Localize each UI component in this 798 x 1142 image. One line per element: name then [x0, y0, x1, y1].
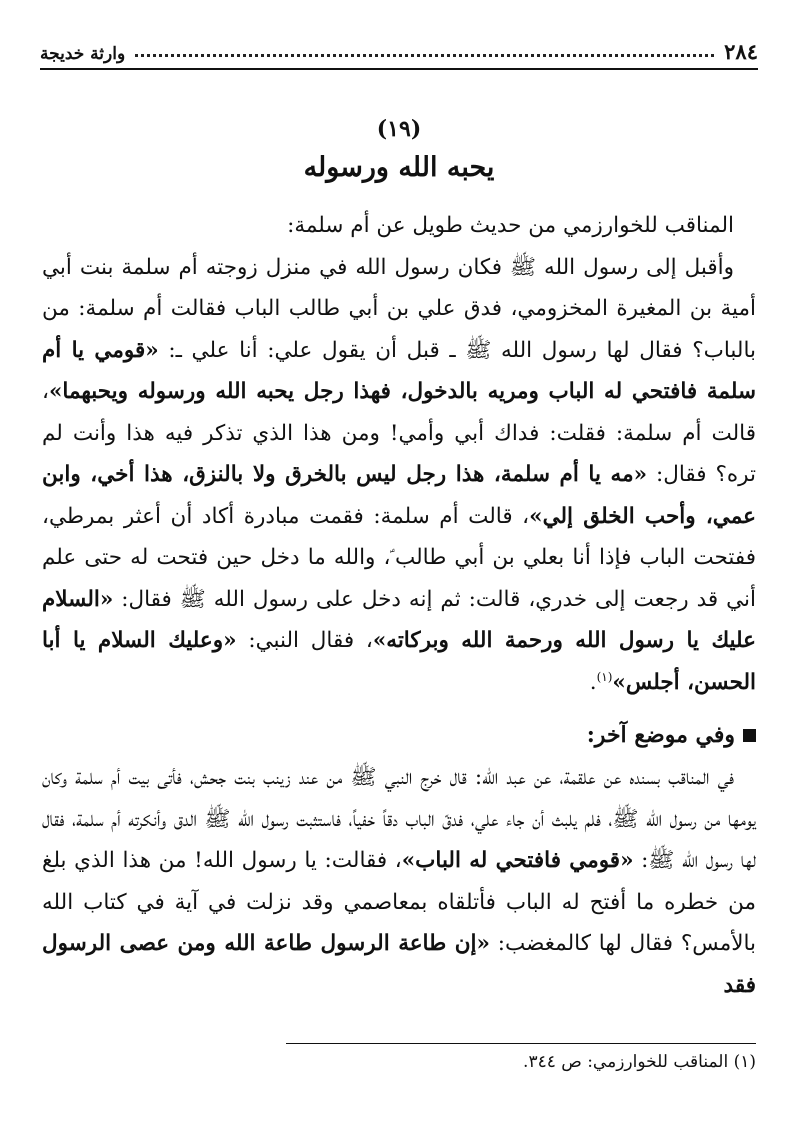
section-number: (١٩) — [376, 116, 422, 142]
paragraph-intro: المناقب للخوارزمي من حديث طويل عن أم سلمة: — [287, 213, 734, 238]
body-text — [42, 205, 756, 1006]
footnote-rule — [286, 1043, 756, 1044]
quote-bold: «مه يا أم سلمة، هذا رجل ليس بالخرق ولا بالنزق، هذا أخي، وابن عمي، وأحب الخلق إلي» — [42, 462, 756, 529]
quote-bold: «وعليك السلام يا أبا الحسن، أجلس» — [42, 628, 756, 695]
subheading — [42, 713, 756, 757]
header-dot-leader — [135, 54, 714, 57]
page-header — [40, 30, 758, 64]
text-run: ، قالت أم سلمة: فقمت مبادرة أكاد أن أعثر بمرطي، ففتحت الباب فإذا أنا بعلي بن أبي طالب ؑ، والله ما دخل حين فتحت له حتى علم أني قد رجعت إلى خدري، قالت: ثم إنه دخل على رسول الله ﷺ فقال: — [42, 503, 756, 612]
page-number: ٢٨٤ — [724, 39, 758, 64]
text-run: في المناقب بسنده عن علقمة، عن عبد الله: قال خرج النبي ﷺ من عند زينب بنت جحش، فأتى بيت أم سلمة وكان يومها من رسول الله ﷺ، فلم يلبث أن جاء علي، فدقّ الباب دقاً خفياً، فاستثبت رسول الله ﷺ الدق وأنكرته أم سلمة، فقال لها رسول الله ﷺ: — [42, 765, 756, 873]
square-bullet-icon — [743, 729, 756, 742]
paragraph-narration — [42, 247, 756, 704]
section-title: يحبه الله ورسوله — [303, 152, 495, 183]
quote-bold: «إن طاعة الرسول طاعة الله ومن عصى الرسول فقد — [42, 931, 756, 998]
footnote-reference: (١) — [596, 669, 613, 684]
footnote: (١) المناقب للخوارزمي: ص ٣٤٤. — [523, 1052, 756, 1072]
running-title: وارثة خديجة — [40, 44, 126, 64]
text-run: ، قالت أم سلمة: فقلت: فداك أبي وأمي! ومن هذا الذي تذكر فيه هذا وأنت لم تره؟ فقال: — [42, 379, 756, 487]
subheading-text: وفي موضع آخر: — [586, 722, 735, 748]
text-run: وأقبل إلى رسول الله ﷺ فكان رسول الله في منزل زوجته أم سلمة بنت أبي أمية بن المغيرة المخزومي، فدق علي بن أبي طالب الباب فقالت أم سلمة: من بالباب؟ فقال لها رسول الله ﷺ ـ قبل أن يقول علي: أنا علي ـ: — [42, 254, 756, 363]
quote-bold: «قومي يا أم سلمة فافتحي له الباب ومريه بالدخول، فهذا رجل يحبه الله ورسوله ويحبهما» — [42, 337, 756, 404]
quote-bold: «قومي فافتحي له الباب» — [401, 848, 634, 873]
quote-bold: «السلام عليك يا رسول الله ورحمة الله وبركاته» — [42, 586, 756, 653]
paragraph-second-narration — [42, 757, 756, 1006]
text-run: ، فقالت: يا رسول الله! من هذا الذي بلغ من خطره ما أفتح له الباب فأتلقاه بمعاصمي وقد نزلت في آية في كتاب الله بالأمس؟ فقال لها كالمغضب: — [42, 848, 757, 956]
text-run: ، فقال النبي: — [236, 628, 373, 653]
text-run: . — [589, 669, 597, 695]
header-rule — [40, 68, 758, 70]
